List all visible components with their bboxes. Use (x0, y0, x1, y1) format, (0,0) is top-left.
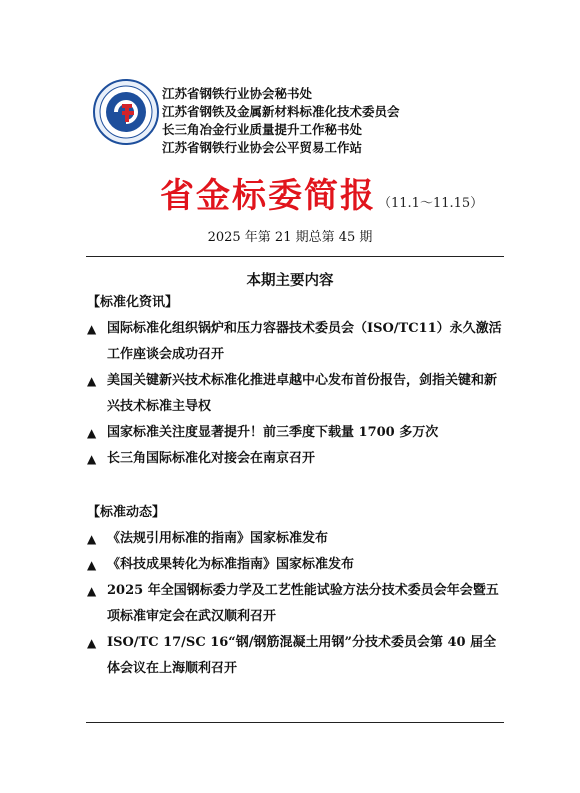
toc-item[interactable] (87, 420, 507, 446)
toc-item-text: ISO/TC 17/SC 16“钢/钢筋混凝土用钢”分技术委员会第 40 届全体会议在上海顺利召开 (107, 635, 497, 676)
issue-number: 2025 年第 21 期总第 45 期 (207, 230, 373, 245)
toc-item-text: 2025 年全国钢标委力学及工艺性能试验方法分技术委员会年会暨五项标准审定会在武汉顺利召开 (107, 583, 499, 624)
triangle-bullet-icon: ▲ (87, 322, 97, 336)
toc-item-text: 国际标准化组织锅炉和压力容器技术委员会（ISO/TC11）永久激活工作座谈会成功召开 (107, 321, 502, 362)
organization-name: 江苏省钢铁及金属新材料标准化技术委员会 (162, 104, 400, 119)
section-heading: 【标准化资讯】 (87, 295, 179, 310)
toc-item[interactable] (87, 526, 507, 552)
bulletin-period: （11.1～11.15） (378, 196, 484, 211)
toc-item[interactable] (87, 630, 507, 682)
toc-item[interactable] (87, 552, 507, 578)
toc-item-text: 国家标准关注度显著提升！前三季度下载量 1700 多万次 (107, 425, 439, 440)
toc-title: 本期主要内容 (246, 273, 334, 289)
triangle-bullet-icon: ▲ (87, 532, 97, 546)
association-logo (92, 78, 160, 146)
triangle-bullet-icon: ▲ (87, 636, 97, 650)
organization-name: 长三角冶金行业质量提升工作秘书处 (162, 122, 363, 137)
organization-name: 江苏省钢铁行业协会秘书处 (162, 86, 313, 101)
triangle-bullet-icon: ▲ (87, 452, 97, 466)
triangle-bullet-icon: ▲ (87, 374, 97, 388)
toc-item-text: 长三角国际标准化对接会在南京召开 (107, 451, 316, 466)
triangle-bullet-icon: ▲ (87, 584, 97, 598)
organization-list (162, 85, 400, 157)
bulletin-title: 省金标委简报 (160, 176, 376, 216)
toc-item[interactable] (87, 368, 507, 420)
toc-item-text: 美国关键新兴技术标准化推进卓越中心发布首份报告，剑指关键和新兴技术标准主导权 (107, 373, 498, 414)
triangle-bullet-icon: ▲ (87, 558, 97, 572)
section-heading: 【标准动态】 (87, 505, 166, 520)
triangle-bullet-icon: ▲ (87, 426, 97, 440)
bulletin-title-row (160, 168, 483, 217)
section-standard-updates (87, 500, 507, 682)
toc-item[interactable] (87, 316, 507, 368)
toc-item-text: 《科技成果转化为标准指南》国家标准发布 (107, 557, 355, 572)
section-standardization-news (87, 290, 507, 472)
toc-item-text: 《法规引用标准的指南》国家标准发布 (107, 531, 329, 546)
footer-divider (86, 722, 504, 723)
header-divider (86, 256, 504, 257)
seal-logo-icon (92, 78, 160, 146)
toc-item[interactable] (87, 578, 507, 630)
toc-item[interactable] (87, 446, 507, 472)
organization-name: 江苏省钢铁行业协会公平贸易工作站 (162, 140, 363, 155)
